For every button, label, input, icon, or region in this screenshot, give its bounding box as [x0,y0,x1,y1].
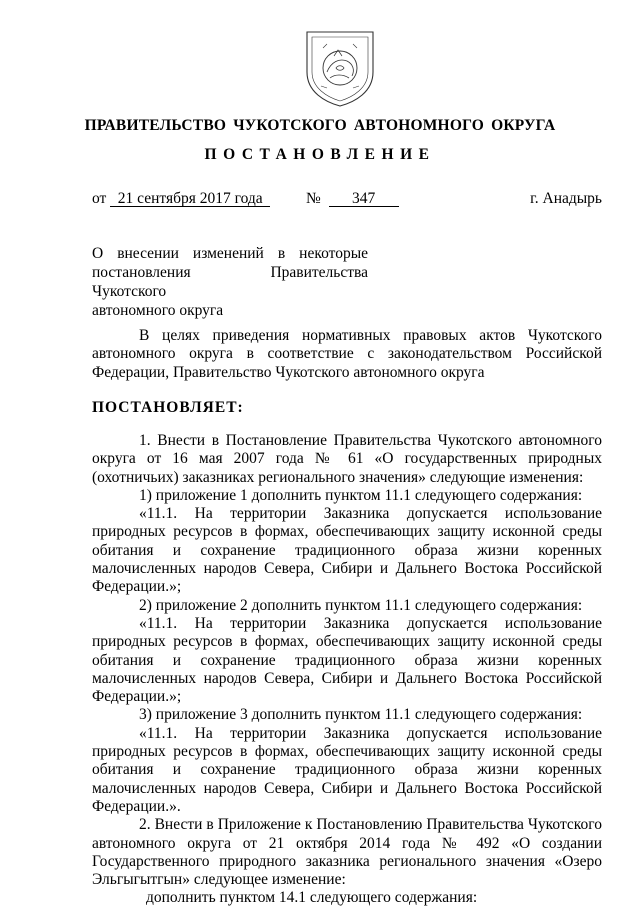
date-prefix: от [92,190,107,207]
subject-line: О внесении изменений в некоторые [92,245,368,262]
subitem-3: 3) приложение 3 дополнить пунктом 11.1 следующего содержания: [139,706,583,724]
coat-of-arms-icon [303,28,377,108]
decree-heading: ПОСТАНОВЛЯЕТ: [92,399,244,416]
document-city: г. Анадырь [530,190,602,207]
number-prefix: № [306,190,321,207]
subject-line: постановления Правительства Чукотского [92,264,368,300]
item-2-addition: дополнить пунктом 14.1 следующего содержания: [146,889,478,907]
subitem-1: 1) приложение 1 дополнить пунктом 11.1 следующего содержания: [139,486,583,504]
document-number: 347 [329,191,399,207]
preamble-block [92,327,602,382]
decree-body [92,432,602,908]
quoted-clause: «11.1. На территории Заказника допускается использование природных ресурсов в формах, обеспечивающих защиту исконной среды обитания и сохранение традиционного образа жизни коренных малочисленных народов Севера, Сибири и Дальнего Востока Российской Федерации.»; [92,505,602,596]
number-line [306,190,399,208]
document-date: 21 сентября 2017 года [110,191,270,207]
preamble: В целях приведения нормативных правовых актов Чукотского автономного округа в соответствие с законодательством Российской Федерации, Правительство Чукотского автономного округа [92,327,602,381]
quoted-clause: «11.1. На территории Заказника допускается использование природных ресурсов в формах, обеспечивающих защиту исконной среды обитания и сохранение традиционного образа жизни коренных малочисленных народов Севера, Сибири и Дальнего Востока Российской Федерации.»; [92,614,602,706]
document-subject [92,244,368,320]
item-1: 1. Внести в Постановление Правительства Чукотского автономного округа от 16 мая 2007 года № 61 «О государственных природных (охотничьих) заказниках регионального значения» следующие изменения: [92,432,602,486]
quoted-clause: «11.1. На территории Заказника допускается использование природных ресурсов в формах, обеспечивающих защиту исконной среды обитания и сохранение традиционного образа жизни коренных малочисленных народов Севера, Сибири и Дальнего Востока Российской Федерации.». [92,724,602,815]
document-type: ПОСТАНОВЛЕНИЕ [204,146,436,163]
subitem-2: 2) приложение 2 дополнить пунктом 11.1 следующего содержания: [139,596,583,614]
organization-title: ПРАВИТЕЛЬСТВО ЧУКОТСКОГО АВТОНОМНОГО ОКРУГА [84,117,556,134]
date-line [92,190,270,208]
subject-line: автономного округа [92,302,224,319]
item-2: 2. Внести в Приложение к Постановлению Правительства Чукотского автономного округа от 21 октября 2014 года № 492 «О создании Государственного природного заказника регионального значения «Озеро Эльгыгытгын» следующее изменение: [92,816,602,889]
